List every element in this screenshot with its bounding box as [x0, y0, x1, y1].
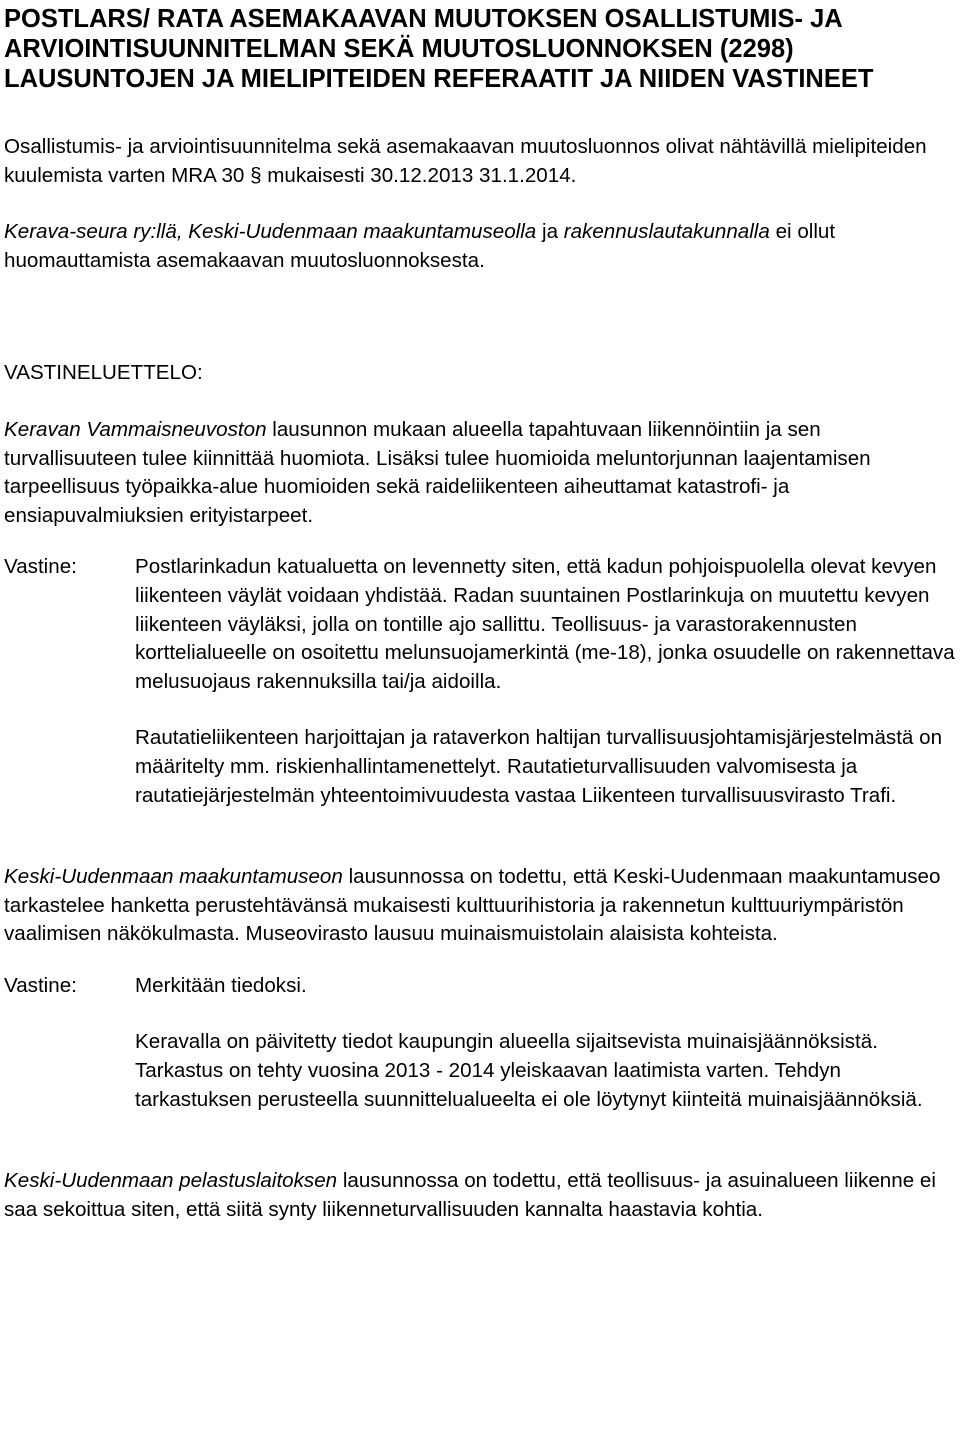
no-comments-orgs-2: rakennuslautakunnalla — [563, 220, 770, 244]
vastine-1-paragraph-2: Rautatieliikenteen harjoittajan ja rataverkon haltijan turvallisuusjohtamisjärjestelmästä on määritelty mm. riskienhallintamenettelyt. Rautatieturvallisuuden valvomisesta ja rautatiejärjestelmän yhteentoimivuudesta vastaa Liikenteen turvallisuusvirasto Trafi. — [135, 726, 943, 807]
entry-statement-3 — [4, 1167, 958, 1224]
vastine-1-paragraph-1: Postlarinkadun katualuetta on levennetty siten, että kadun pohjoispuolella olevat kevyen liikenteen väylät voidaan yhdistää. Radan suuntainen Postlarinkuja on muutettu kevyen liikenteen väyläksi, jolla on tontille ajo sallittu. Teollisuus- ja varastorakennusten korttelialueelle on osoitettu melunsuojamerkintä (me-18), jonka osuudelle on rakennettava melusuojaus rakennuksilla tai/ja aidoilla. — [135, 555, 955, 693]
entry-statement-2 — [4, 863, 958, 949]
entry-text-1: lausunnon mukaan alueella tapahtuvaan liikennöintiin ja sen turvallisuuteen tulee kiinnittää huomiota. Lisäksi tulee huomioida meluntorjunnan laajentamisen tarpeellisuus työpaikka-alue huomioiden sekä raideliikenteen aiheuttamat katastrofi- ja ensiapuvalmiuksien erityistarpeet. — [4, 417, 871, 527]
entry-org-3: Keski-Uudenmaan pelastuslaitoksen — [4, 1169, 338, 1193]
document-page — [4, 0, 958, 1224]
vastine-block-1 — [4, 553, 958, 810]
vastine-2-paragraph-2: Keravalla on päivitetty tiedot kaupungin alueella sijaitsevista muinaisjäännöksistä. Tarkastus on tehty vuosina 2013 - 2014 yleiskaavan laatimista varten. Tehdyn tarkastuksen perusteella suunnittelualueelta ei ole löytynyt kiinteitä muinaisjäännöksiä. — [135, 1030, 923, 1111]
list-heading: VASTINELUETTELO: — [4, 361, 203, 385]
entry-org-1: Keravan Vammaisneuvoston — [4, 417, 267, 441]
vastine-block-2 — [4, 972, 958, 1114]
entry-statement-1 — [4, 416, 958, 530]
entry-text-3: lausunnossa on todettu, että teollisuus- ja asuinalueen liikenne ei saa sekoittua siten, että siitä synty liikenneturvallisuuden kannalta haastavia kohtia. — [4, 1169, 936, 1221]
vastine-body-2 — [135, 972, 958, 1114]
vastine-label-1: Vastine: — [4, 555, 77, 579]
document-title: POSTLARS/ RATA ASEMAKAAVAN MUUTOKSEN OSALLISTUMIS- JA ARVIOINTISUUNNITELMAN SEKÄ MUUTOSLUONNOKSEN (2298) LAUSUNTOJEN JA MIELIPITEIDEN REFERAATIT JA NIIDEN VASTINEET — [4, 5, 874, 93]
no-comments-text-2: ei ollut huomauttamista asemakaavan muutosluonnoksesta. — [4, 220, 836, 272]
intro-paragraph: Osallistumis- ja arviointisuunnitelma sekä asemakaavan muutosluonnos olivat nähtävillä mielipiteiden kuulemista varten MRA 30 § mukaisesti 30.12.2013 31.1.2014. — [4, 135, 927, 187]
no-comments-orgs-1: Kerava-seura ry:llä, Keski-Uudenmaan maakuntamuseolla — [4, 220, 537, 244]
entry-org-2: Keski-Uudenmaan maakuntamuseon — [4, 865, 343, 889]
no-comments-paragraph — [4, 218, 958, 275]
entry-text-2: lausunnossa on todettu, että Keski-Uudenmaan maakuntamuseo tarkastelee hanketta perustehtävänsä mukaisesti kulttuurihistoria ja rakennetun kulttuuriympäristön vaalimisen näkökulmasta. Museovirasto lausuu muinaismuistolain alaisista kohteista. — [4, 865, 941, 946]
vastine-2-paragraph-1: Merkitään tiedoksi. — [135, 973, 307, 997]
vastine-body-1 — [135, 553, 958, 810]
vastine-label-2: Vastine: — [4, 973, 77, 997]
no-comments-text-1: ja — [536, 220, 564, 244]
